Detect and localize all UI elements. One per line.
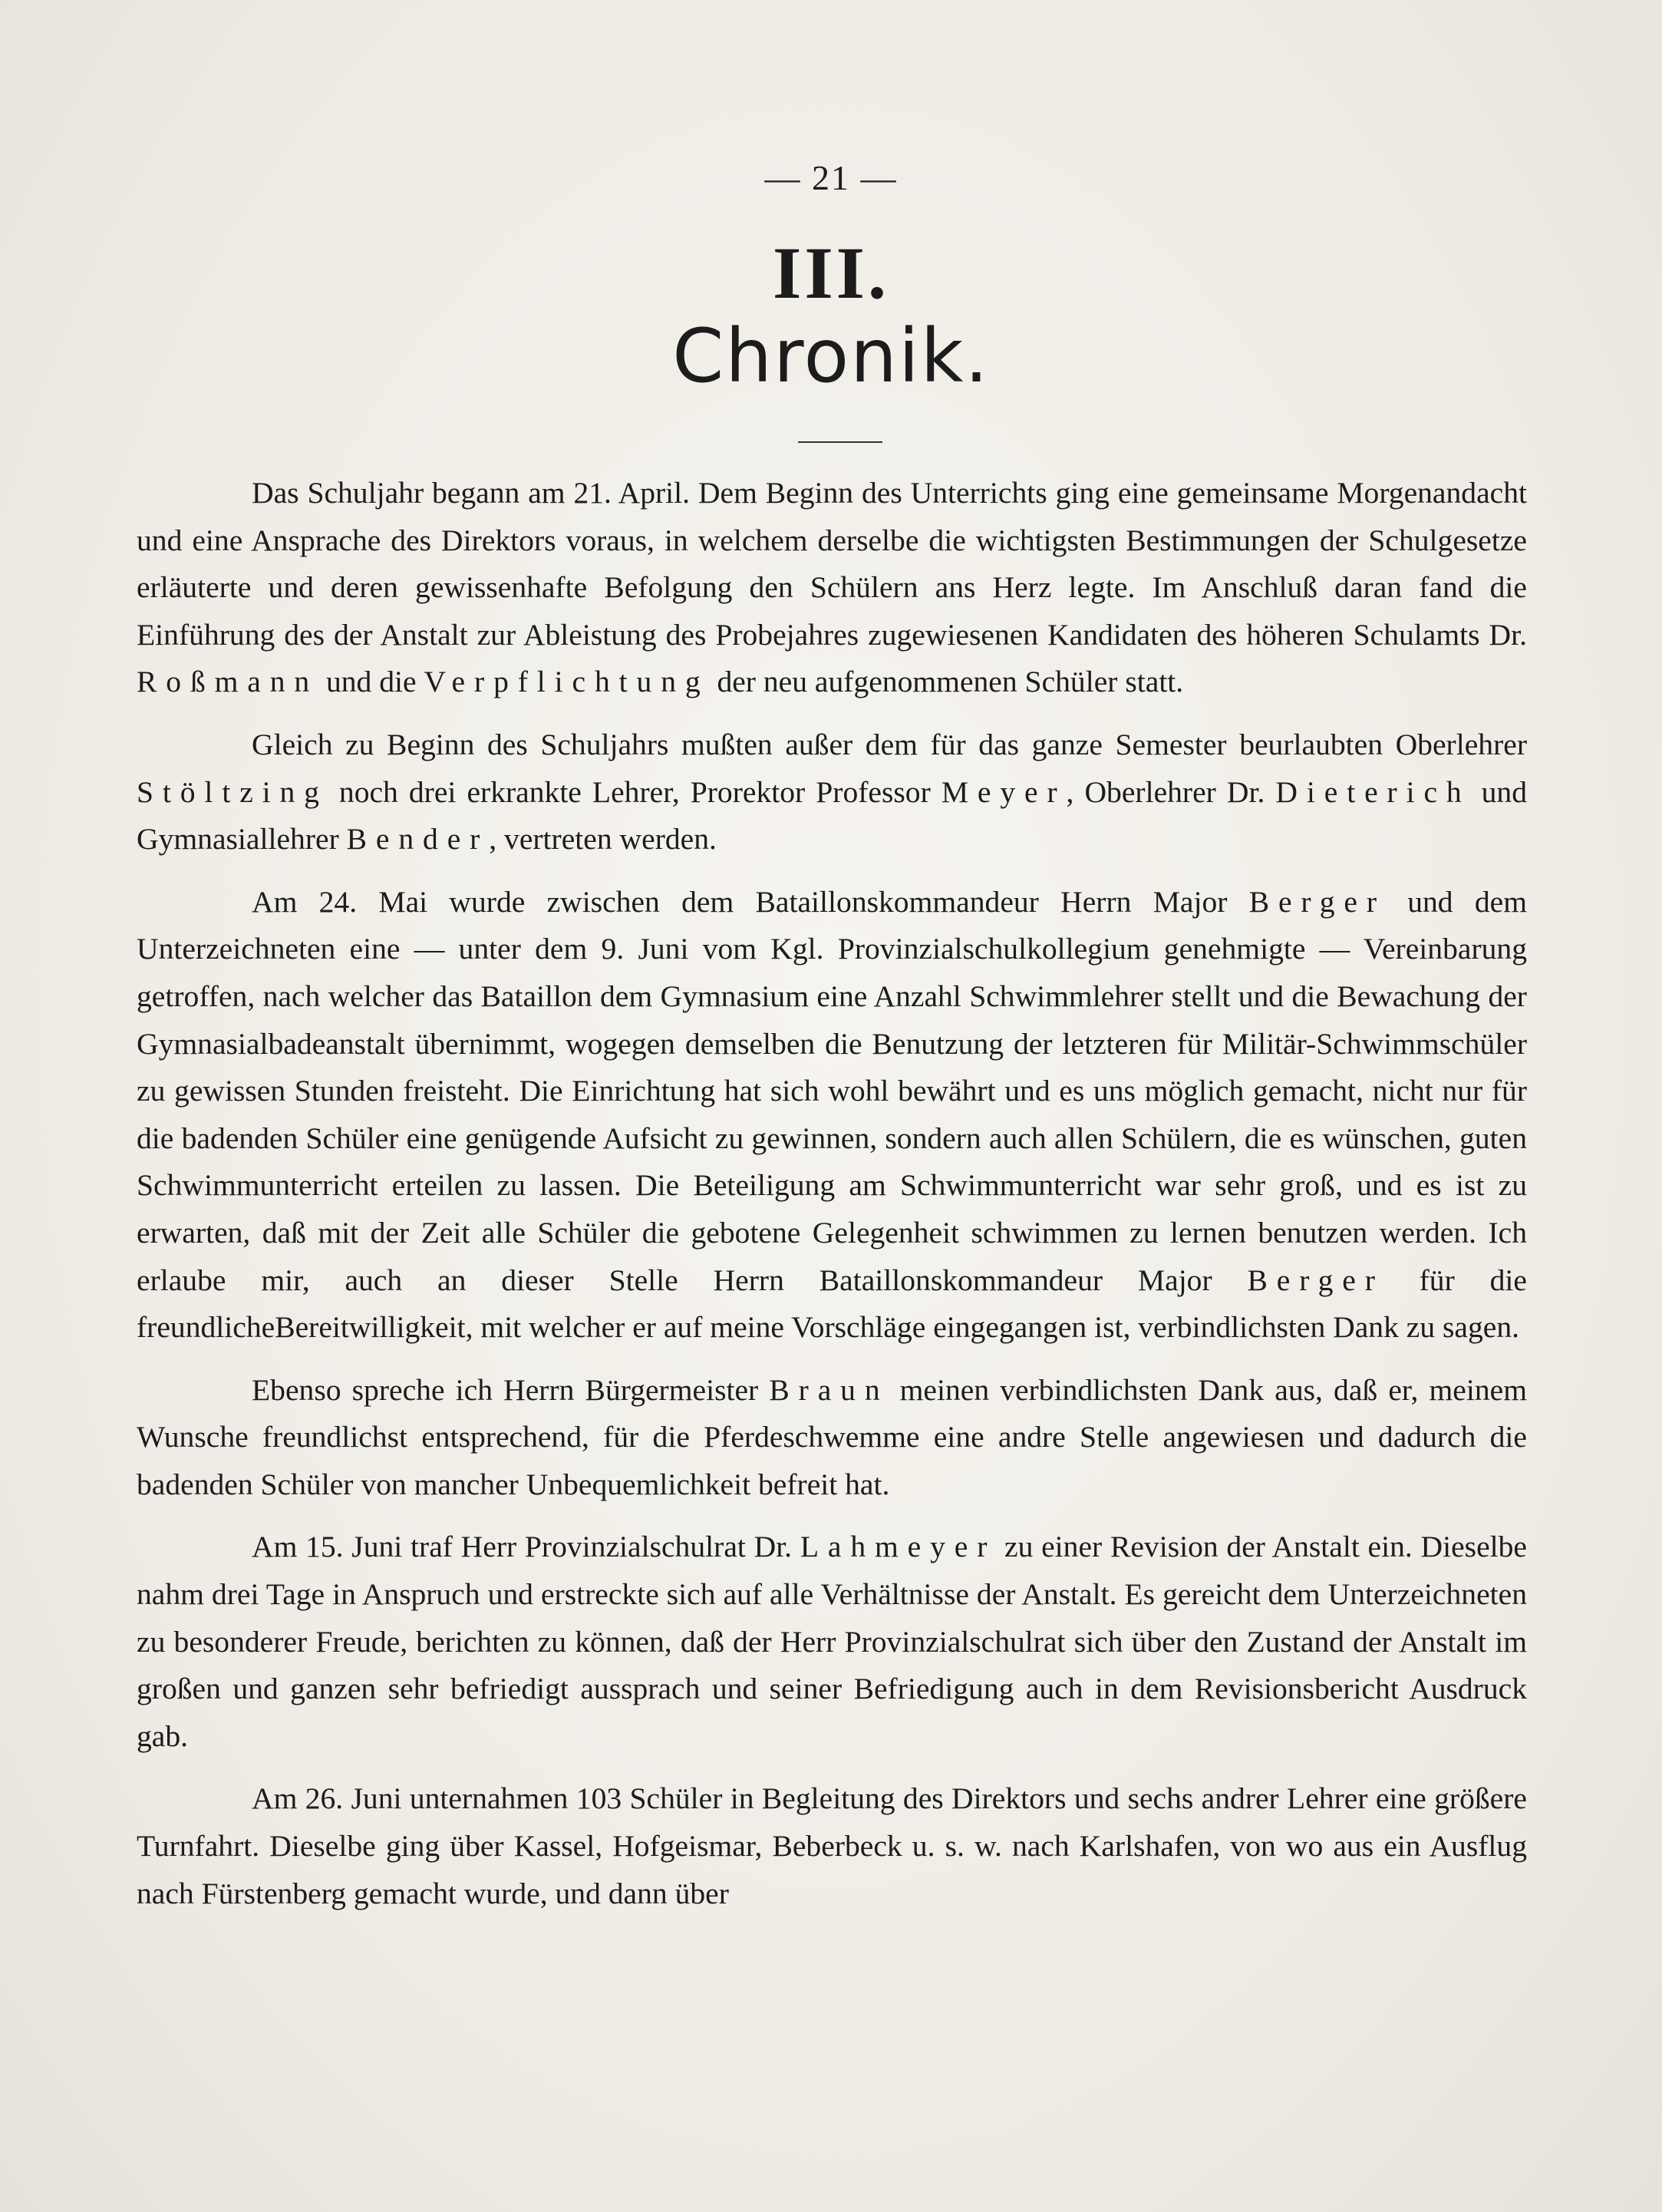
page-number: — 21 — [764,158,898,197]
spaced-name: Berger [1248,884,1386,919]
text-run: Gleich zu Beginn des Schuljahrs mußten außer dem für das ganze Semester beurlaubten Oberlehrer [252,727,1527,761]
text-run: meinen verbindlichsten Dank aus, daß er, meinem Wunsche freundlichst entsprechend, für die Pferdeschwemme eine andre Stelle angewiesen und dadurch die badenden Schüler von mancher Unbequemlichkeit befreit hat. [137,1372,1527,1501]
text-run: und dem Unterzeichneten eine — unter dem 9. Juni vom Kgl. Provinzialschulkollegium genehmigte — Vereinbarung getroffen, nach welcher das Bataillon dem Gymnasium eine Anzahl Schwimmlehrer stellt und die Bewachung der Gymnasialbadeanstalt übernimmt, wogegen demselben die Benutzung der letzteren für Militär-Schwimmschüler zu gewissen Stunden freisteht. Die Einrichtung hat sich wohl bewährt und es uns möglich gemacht, nicht nur für die badenden Schüler eine genügende Aufsicht zu gewinnen, sondern auch allen Schülern, die es wünschen, guten Schwimmunterricht erteilen zu lassen. Die Beteiligung am Schwimmunterricht war sehr groß, und es ist zu erwarten, daß mit der Zeit alle Schüler die gebotene Gelegenheit schwimmen zu lernen benutzen werden. Ich erlaube mir, auch an dieser Stelle Herrn Bataillonskommandeur Major [137,884,1527,1297]
spaced-name: Berger [1247,1263,1384,1297]
spaced-name: Lahmeyer [800,1530,997,1564]
paragraph [137,470,1527,706]
paragraph [137,1524,1527,1760]
spaced-name: Dieterich [1275,774,1471,809]
section-numeral: III. [772,232,890,314]
text-run: Am 24. Mai wurde zwischen dem Bataillonskommandeur Herrn Major [252,884,1249,919]
spaced-name: Stöltzing [137,774,328,809]
spaced-name: Roßmann [137,665,319,699]
text-run: und Gymnasiallehrer [137,774,1528,857]
spaced-name: Verpflichtung [424,665,710,699]
text-run: , Oberlehrer Dr. [1066,774,1276,809]
text-run: Das Schuljahr begann am 21. April. Dem Beginn des Unterrichts ging eine gemeinsame Morgenandacht und eine Ansprache des Direktors voraus, in welchem derselbe die wichtigsten Bestimmungen der Schulgesetze erläuterte und deren gewissenhafte Befolgung den Schülern ans Herz legte. Im Anschluß daran fand die Einführung des der Anstalt zur Ableistung des Probejahres zugewiesenen Kandidaten des höheren Schulamts Dr. [137,476,1527,652]
section-title: Chronik. [672,313,990,399]
paragraph [137,879,1527,1352]
spaced-name: Meyer [941,774,1067,809]
spaced-name: Bender [346,822,490,857]
text-run: Am 15. Juni traf Herr Provinzialschulrat Dr. [252,1530,800,1564]
spaced-name: Braun [769,1372,889,1407]
text-run: noch drei erkrankte Lehrer, Prorektor Professor [328,774,941,809]
text-run: für die freundlicheBereitwilligkeit, mit welcher er auf meine Vorschläge eingegangen ist, verbindlichsten Dank zu sagen. [137,1263,1527,1345]
paragraph [137,721,1527,863]
text-run: der neu aufgenommenen Schüler statt. [709,665,1184,699]
title-divider [798,441,882,443]
text-run: und die [318,665,424,699]
text-run: Am 26. Juni unternahmen 103 Schüler in Begleitung des Direktors und sechs andrer Lehrer eine größere Turnfahrt. Dieselbe ging über Kassel, Hofgeismar, Beberbeck u. s. w. nach Karlshafen, von wo aus ein Ausflug nach Fürstenberg gemacht wurde, und dann über [137,1781,1527,1910]
text-run: zu einer Revision der Anstalt ein. Dieselbe nahm drei Tage in Anspruch und erstreckte sich auf alle Verhältnisse der Anstalt. Es gereicht dem Unterzeichneten zu besonderer Freude, berichten zu können, daß der Herr Provinzialschulrat sich über den Zustand der Anstalt im großen und ganzen sehr befriedigt aussprach und seiner Befriedigung auch in dem Revisionsbericht Ausdruck gab. [137,1530,1527,1753]
chronicle-body [137,470,1527,1933]
text-run: Ebenso spreche ich Herrn Bürgermeister [252,1372,770,1407]
text-run: , vertreten werden. [489,822,717,857]
paragraph [137,1775,1527,1917]
paragraph [137,1367,1527,1509]
